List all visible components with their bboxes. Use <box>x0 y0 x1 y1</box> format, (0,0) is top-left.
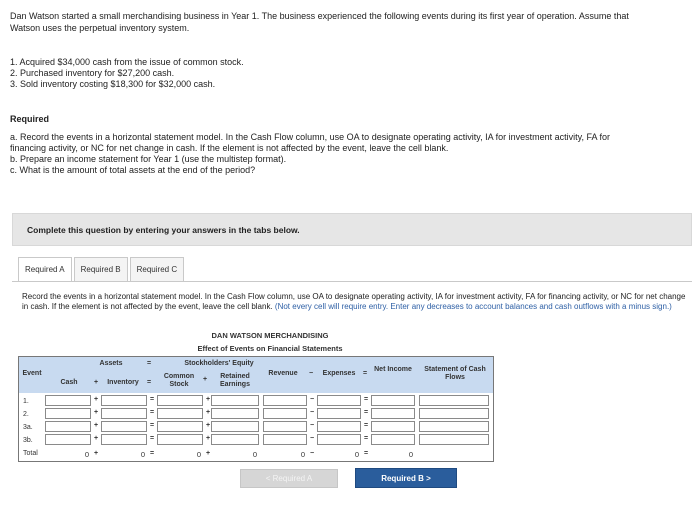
cell-cash-flow[interactable] <box>419 408 489 419</box>
event-item: 1. Acquired $34,000 cash from the issue of common stock. <box>10 57 244 67</box>
row-label-2: 2. <box>23 411 29 418</box>
prev-tab-label: Required A <box>272 474 313 483</box>
header-cash: Cash <box>60 379 78 386</box>
next-tab-label: Required B <box>381 474 424 483</box>
required-list <box>10 132 610 176</box>
header-inventory: Inventory <box>107 379 139 386</box>
cell-cash-flow[interactable] <box>419 395 489 406</box>
header-revenue: Revenue <box>268 370 298 377</box>
statement-subtitle: Effect of Events on Financial Statements <box>197 344 343 353</box>
header-net-income: Net Income <box>374 366 412 373</box>
cell-retained-earnings[interactable] <box>211 421 259 432</box>
header-event: Event <box>22 370 42 377</box>
total-retained-earnings: 0 <box>252 450 257 459</box>
header-expenses: Expenses <box>322 370 356 377</box>
cell-common-stock[interactable] <box>157 408 203 419</box>
cell-common-stock[interactable] <box>157 434 203 445</box>
cell-cash[interactable] <box>45 421 91 432</box>
cell-common-stock[interactable] <box>157 421 203 432</box>
complete-prompt-box <box>12 213 692 246</box>
cell-net-income[interactable] <box>371 421 415 432</box>
header-stockholders-equity: Stockholders' Equity <box>184 360 254 367</box>
total-inventory: 0 <box>140 450 145 459</box>
row-label-3a: 3a. <box>23 424 33 431</box>
problem-intro: Dan Watson started a small merchandising business in Year 1. The business experienced the following events during its first year of operation. Assume that Watson uses the perpetual inventory system. <box>10 11 629 33</box>
instructions <box>22 292 687 312</box>
tab-required-b[interactable]: Required B <box>74 257 128 281</box>
cell-net-income[interactable] <box>371 395 415 406</box>
tab-required-c[interactable]: Required C <box>130 257 184 281</box>
cell-cash-flow[interactable] <box>419 434 489 445</box>
cell-revenue[interactable] <box>263 408 307 419</box>
cell-inventory[interactable] <box>101 434 147 445</box>
row-label-3b: 3b. <box>23 437 33 444</box>
cell-retained-earnings[interactable] <box>211 434 259 445</box>
header-assets: Assets <box>99 360 123 367</box>
event-item: 2. Purchased inventory for $27,200 cash. <box>10 68 175 78</box>
total-cash: 0 <box>84 450 89 459</box>
cell-common-stock[interactable] <box>157 395 203 406</box>
cell-net-income[interactable] <box>371 408 415 419</box>
total-net-income: 0 <box>408 450 413 459</box>
required-heading: Required <box>10 114 50 124</box>
company-title: DAN WATSON MERCHANDISING <box>211 331 329 340</box>
instructions-text: Record the events in a horizontal statement model. In the Cash Flow column, use OA to designate operating activity, IA for investment activity, FA for financing activity, or NC for net change in cash. If the element is not affected by the event, leave the cell blank. <box>22 292 686 311</box>
total-common-stock: 0 <box>196 450 201 459</box>
next-tab-button[interactable]: Required B > <box>355 468 457 488</box>
cell-inventory[interactable] <box>101 408 147 419</box>
cell-net-income[interactable] <box>371 434 415 445</box>
cell-inventory[interactable] <box>101 421 147 432</box>
complete-prompt: Complete this question by entering your answers in the tabs below. <box>27 225 300 235</box>
tab-required-a[interactable]: Required A <box>18 257 72 281</box>
cell-expenses[interactable] <box>317 421 361 432</box>
row-label-1: 1. <box>23 398 29 405</box>
cell-cash[interactable] <box>45 408 91 419</box>
cell-retained-earnings[interactable] <box>211 408 259 419</box>
cell-retained-earnings[interactable] <box>211 395 259 406</box>
cell-revenue[interactable] <box>263 434 307 445</box>
cell-cash-flow[interactable] <box>419 421 489 432</box>
event-list <box>10 57 244 90</box>
header-common-stock: Common Stock <box>163 373 195 388</box>
total-revenue: 0 <box>300 450 305 459</box>
required-item-c: c. What is the amount of total assets at the end of the period? <box>10 165 256 175</box>
instructions-note: (Not every cell will require entry. Enter any decreases to account balances and cash outflows with a minus sign.) <box>274 302 672 311</box>
required-item-a: a. Record the events in a horizontal statement model. In the Cash Flow column, use OA to designate operating activity, IA for investment activity, FA for financing activity, or NC for net change in cash. If the element is not affected by the event, leave the cell blank. <box>10 132 610 153</box>
event-item: 3. Sold inventory costing $18,300 for $32,000 cash. <box>10 79 216 89</box>
cell-expenses[interactable] <box>317 434 361 445</box>
total-expenses: 0 <box>354 450 359 459</box>
cell-inventory[interactable] <box>101 395 147 406</box>
required-item-b: b. Prepare an income statement for Year 1 (use the multistep format). <box>10 154 287 164</box>
header-cash-flows: Statement of Cash Flows <box>424 366 486 381</box>
cell-revenue[interactable] <box>263 395 307 406</box>
header-retained-earnings: Retained Earnings <box>220 373 250 388</box>
cell-expenses[interactable] <box>317 408 361 419</box>
prev-tab-button[interactable]: < Required A <box>240 469 338 488</box>
tab-bar <box>18 257 186 281</box>
cell-revenue[interactable] <box>263 421 307 432</box>
horizontal-statement-table: Event Assets Stockholders' Equity Cash Inventory Common Stock Retained Earnings Revenue Expenses Net Income Statement of Cash Flows = + = + − = 1. 2. 3a. 3b. Total + = + − = + = + − = + = + − = + = + − = 0 + 0 = 0 + 0 0 − 0 = 0 <box>18 356 494 462</box>
cell-expenses[interactable] <box>317 395 361 406</box>
cell-cash[interactable] <box>45 395 91 406</box>
cell-cash[interactable] <box>45 434 91 445</box>
row-label-total: Total <box>23 450 38 457</box>
